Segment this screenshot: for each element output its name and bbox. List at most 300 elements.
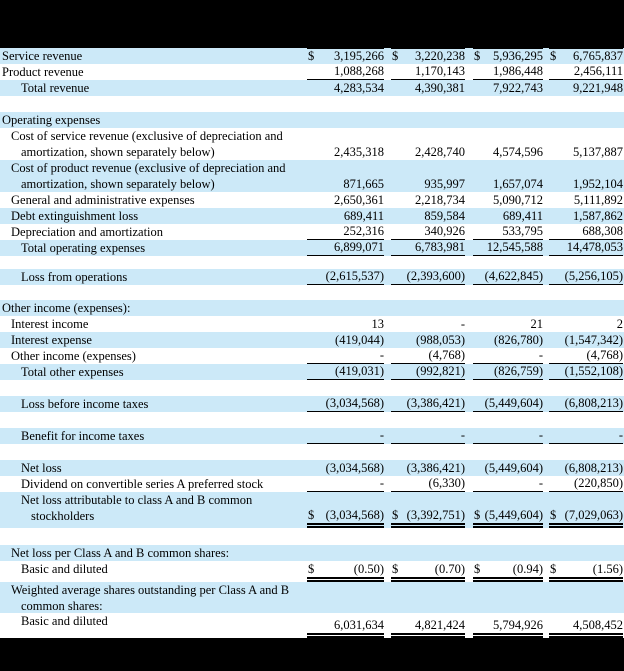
cell-value: (3,034,568) — [325, 396, 384, 410]
value-box — [549, 240, 623, 256]
value-cell — [391, 192, 473, 208]
value-cell — [473, 364, 549, 380]
value-cell — [307, 348, 391, 364]
value-box — [391, 317, 465, 332]
dollar-sign: $ — [308, 508, 315, 522]
value-cell — [549, 316, 624, 332]
cell-value: - — [379, 476, 384, 490]
value-cell — [549, 300, 624, 316]
cell-value: 7,922,743 — [493, 81, 543, 95]
value-box — [391, 177, 465, 192]
spacer-row — [0, 528, 624, 545]
dollar-sign: $ — [474, 49, 481, 63]
table-row — [0, 396, 624, 412]
value-cell — [549, 48, 624, 64]
value-box — [473, 64, 543, 80]
cell-value: (1,547,342) — [564, 333, 623, 347]
dollar-sign: $ — [474, 562, 481, 576]
value-box — [549, 317, 623, 332]
top-black-bar — [0, 0, 624, 48]
value-cell — [307, 208, 391, 224]
cell-value: (992,821) — [416, 364, 465, 378]
value-box — [391, 348, 465, 364]
cell-value: (6,808,213) — [564, 461, 623, 475]
value-cell — [391, 561, 473, 582]
value-box — [391, 618, 465, 638]
row-label — [0, 112, 307, 128]
value-cell — [549, 545, 624, 561]
value-cell — [307, 476, 391, 492]
value-box — [307, 364, 384, 380]
value-box — [307, 81, 384, 96]
value-box — [391, 48, 465, 64]
value-box — [473, 333, 543, 348]
cell-value: 2,650,361 — [334, 193, 384, 207]
cell-value: (1.56) — [592, 562, 623, 576]
value-cell — [391, 300, 473, 316]
value-box — [307, 428, 384, 444]
row-label-line: Debt extinguishment loss — [11, 209, 139, 223]
income-statement-table — [0, 48, 624, 638]
table-row — [0, 460, 624, 476]
cell-value: 9,221,948 — [573, 81, 623, 95]
value-box — [473, 461, 543, 476]
value-cell — [391, 332, 473, 348]
table-row — [0, 428, 624, 444]
table-row — [0, 476, 624, 492]
value-box — [391, 396, 465, 412]
cell-value: (6,330) — [428, 476, 465, 490]
cell-value: 533,795 — [502, 224, 543, 238]
cell-value: (5,449,604) — [484, 508, 543, 522]
table-row — [0, 240, 624, 256]
row-label — [0, 613, 307, 638]
row-label — [0, 300, 307, 316]
value-box — [307, 396, 384, 412]
cell-value: (3,386,421) — [406, 461, 465, 475]
value-cell — [307, 128, 391, 160]
dollar-sign: $ — [550, 508, 557, 522]
value-box — [549, 364, 623, 380]
row-label-continuation: amortization, shown separately below) — [21, 145, 215, 159]
value-box — [473, 428, 543, 444]
dollar-sign: $ — [308, 49, 315, 63]
table-row — [0, 224, 624, 240]
cell-value: 252,316 — [343, 224, 384, 238]
value-box — [473, 145, 543, 160]
cell-value: - — [460, 317, 465, 331]
value-cell — [473, 545, 549, 561]
value-box — [473, 476, 543, 492]
cell-value: 2,428,740 — [415, 145, 465, 159]
value-cell — [473, 613, 549, 638]
row-label-line: Cost of service revenue (exclusive of depreciation and — [11, 129, 283, 143]
row-label — [0, 460, 307, 476]
row-label-line: Loss from operations — [21, 270, 128, 284]
cell-value: (988,053) — [416, 333, 465, 347]
value-cell — [307, 192, 391, 208]
value-cell — [391, 224, 473, 240]
row-label-line: Depreciation and amortization — [11, 225, 164, 239]
row-label — [0, 545, 307, 561]
dollar-sign: $ — [392, 508, 399, 522]
value-cell — [549, 476, 624, 492]
cell-value: 1,587,862 — [573, 209, 623, 223]
value-cell — [473, 128, 549, 160]
cell-value: 5,936,295 — [493, 49, 543, 63]
spacer-row — [0, 256, 624, 269]
value-cell — [391, 364, 473, 380]
value-cell — [549, 332, 624, 348]
value-cell — [307, 224, 391, 240]
table-row — [0, 208, 624, 224]
cell-value: 2 — [616, 317, 623, 331]
value-box — [391, 240, 465, 256]
cell-value: 935,997 — [424, 177, 465, 191]
cell-value: (3,034,568) — [325, 461, 384, 475]
cell-value: (0.70) — [434, 562, 465, 576]
value-box — [549, 333, 623, 348]
value-box — [391, 508, 465, 528]
cell-value: 5,090,712 — [493, 193, 543, 207]
cell-value: 6,765,837 — [573, 49, 623, 63]
value-cell — [549, 613, 624, 638]
cell-value: 21 — [530, 317, 543, 331]
cell-value: (5,449,604) — [484, 396, 543, 410]
cell-value: 4,821,424 — [415, 618, 465, 632]
value-cell — [391, 269, 473, 285]
cell-value: 2,456,111 — [573, 64, 623, 78]
value-cell — [549, 561, 624, 582]
value-cell — [307, 160, 391, 192]
row-label-line: Other income (expenses) — [11, 349, 136, 363]
cell-value: - — [618, 428, 623, 442]
value-box — [307, 618, 384, 638]
cell-value: (0.94) — [512, 562, 543, 576]
cell-value: (2,393,600) — [406, 269, 465, 283]
value-cell — [549, 460, 624, 476]
value-cell — [391, 428, 473, 444]
row-label-line: Interest income — [11, 317, 89, 331]
row-label-line: Net loss — [21, 461, 62, 475]
value-cell — [549, 80, 624, 96]
row-label — [0, 224, 307, 240]
row-label — [0, 64, 307, 80]
value-cell — [549, 208, 624, 224]
value-cell — [473, 582, 549, 614]
cell-value: (3,034,568) — [325, 508, 384, 522]
value-cell — [473, 80, 549, 96]
value-cell — [473, 160, 549, 192]
cell-value: 6,031,634 — [334, 618, 384, 632]
table-row — [0, 332, 624, 348]
value-cell — [473, 460, 549, 476]
value-cell — [391, 80, 473, 96]
row-label-line: Total operating expenses — [21, 241, 146, 255]
value-box — [473, 209, 543, 224]
value-box — [549, 476, 623, 492]
value-cell — [473, 300, 549, 316]
value-box — [473, 508, 543, 528]
value-cell — [307, 428, 391, 444]
cell-value: 2,435,318 — [334, 145, 384, 159]
table-row — [0, 561, 624, 582]
value-box — [549, 508, 623, 528]
value-cell — [391, 613, 473, 638]
row-label-line: Net loss attributable to class A and B common — [21, 493, 253, 507]
value-cell — [391, 348, 473, 364]
row-label-line: Total revenue — [21, 81, 90, 95]
value-box — [549, 461, 623, 476]
value-cell — [307, 582, 391, 614]
value-cell — [549, 224, 624, 240]
cell-value: 12,545,588 — [486, 240, 543, 254]
value-box — [391, 428, 465, 444]
cell-value: (0.50) — [353, 562, 384, 576]
cell-value: 859,584 — [424, 209, 465, 223]
dollar-sign: $ — [308, 562, 315, 576]
value-box — [307, 333, 384, 348]
cell-value: 5,137,887 — [573, 145, 623, 159]
value-cell — [549, 128, 624, 160]
cell-value: (2,615,537) — [325, 269, 384, 283]
cell-value: - — [538, 348, 543, 362]
dollar-sign: $ — [392, 562, 399, 576]
table-row — [0, 269, 624, 285]
row-label — [0, 364, 307, 380]
cell-value: 1,088,268 — [334, 64, 384, 78]
value-box — [307, 48, 384, 64]
value-box — [391, 333, 465, 348]
value-cell — [307, 492, 391, 528]
cell-value: 5,111,892 — [573, 193, 623, 207]
value-cell — [549, 160, 624, 192]
value-cell — [549, 269, 624, 285]
cell-value: (7,029,063) — [564, 508, 623, 522]
row-label — [0, 316, 307, 332]
value-box — [391, 364, 465, 380]
value-cell — [307, 48, 391, 64]
table-row — [0, 582, 624, 613]
value-cell — [391, 64, 473, 80]
value-box — [391, 193, 465, 208]
value-cell — [391, 492, 473, 528]
value-box — [307, 224, 384, 240]
value-box — [473, 177, 543, 192]
value-cell — [473, 208, 549, 224]
value-cell — [391, 316, 473, 332]
row-label-continuation: common shares: — [21, 599, 103, 613]
value-cell — [307, 240, 391, 256]
cell-value: 688,308 — [582, 224, 623, 238]
table-row — [0, 48, 624, 64]
value-box — [473, 240, 543, 256]
value-box — [473, 348, 543, 364]
table-row — [0, 300, 624, 316]
row-label — [0, 561, 307, 582]
value-box — [391, 224, 465, 240]
value-box — [473, 364, 543, 380]
value-cell — [473, 192, 549, 208]
value-box — [391, 269, 465, 285]
value-box — [473, 562, 543, 582]
value-box — [549, 348, 623, 364]
income-statement — [0, 48, 624, 638]
cell-value: 13 — [371, 317, 384, 331]
cell-value: (419,031) — [335, 364, 384, 378]
value-box — [549, 396, 623, 412]
value-cell — [391, 208, 473, 224]
value-box — [473, 224, 543, 240]
value-box — [549, 428, 623, 444]
row-label-line: Operating expenses — [2, 113, 101, 127]
table-row — [0, 192, 624, 208]
cell-value: 1,952,104 — [573, 177, 623, 191]
row-label-line: Other income (expenses): — [2, 301, 131, 315]
table-row — [0, 364, 624, 380]
value-cell — [307, 316, 391, 332]
value-cell — [549, 396, 624, 412]
cell-value: 4,574,596 — [493, 145, 543, 159]
bottom-black-bar — [0, 638, 624, 671]
cell-value: 2,218,734 — [415, 193, 465, 207]
value-box — [549, 81, 623, 96]
row-label-line: Basic and diluted — [21, 562, 108, 576]
value-box — [391, 64, 465, 80]
value-box — [473, 48, 543, 64]
cell-value: (3,392,751) — [406, 508, 465, 522]
value-box — [549, 145, 623, 160]
spacer-row — [0, 444, 624, 460]
row-label-line: Product revenue — [2, 65, 84, 79]
cell-value: 6,899,071 — [334, 240, 384, 254]
cell-value: - — [538, 476, 543, 490]
value-cell — [307, 613, 391, 638]
value-box — [307, 508, 384, 528]
row-label-line: Net loss per Class A and B common shares: — [11, 546, 230, 560]
table-row — [0, 545, 624, 561]
cell-value: 4,390,381 — [415, 81, 465, 95]
table-row — [0, 613, 624, 638]
row-label — [0, 48, 307, 64]
cell-value: (4,622,845) — [484, 269, 543, 283]
cell-value: - — [379, 348, 384, 362]
value-box — [549, 618, 623, 638]
row-label — [0, 582, 307, 614]
value-box — [473, 396, 543, 412]
table-row — [0, 348, 624, 364]
value-box — [549, 177, 623, 192]
value-cell — [473, 269, 549, 285]
value-box — [549, 193, 623, 208]
value-box — [307, 476, 384, 492]
table-row — [0, 112, 624, 128]
cell-value: (5,256,105) — [564, 269, 623, 283]
table-row — [0, 160, 624, 192]
value-cell — [549, 64, 624, 80]
cell-value: 3,195,266 — [334, 49, 384, 63]
value-box — [473, 269, 543, 285]
value-box — [307, 193, 384, 208]
value-cell — [391, 48, 473, 64]
table-row — [0, 128, 624, 160]
value-cell — [473, 316, 549, 332]
cell-value: 6,783,981 — [415, 240, 465, 254]
row-label-line: Interest expense — [11, 333, 92, 347]
value-cell — [473, 240, 549, 256]
cell-value: - — [379, 428, 384, 442]
value-box — [549, 209, 623, 224]
value-box — [549, 224, 623, 240]
value-cell — [307, 112, 391, 128]
value-box — [549, 562, 623, 582]
value-box — [549, 64, 623, 80]
value-cell — [549, 112, 624, 128]
value-box — [307, 64, 384, 80]
value-cell — [473, 64, 549, 80]
table-row — [0, 492, 624, 528]
cell-value: 689,411 — [502, 209, 543, 223]
dollar-sign: $ — [550, 562, 557, 576]
value-cell — [307, 460, 391, 476]
cell-value: 1,657,074 — [493, 177, 543, 191]
cell-value: (826,759) — [494, 364, 543, 378]
cell-value: (4,768) — [428, 348, 465, 362]
row-label — [0, 240, 307, 256]
value-cell — [473, 112, 549, 128]
value-cell — [549, 428, 624, 444]
value-cell — [473, 428, 549, 444]
row-label — [0, 80, 307, 96]
value-cell — [473, 48, 549, 64]
row-label-line: Dividend on convertible series A preferred stock — [21, 477, 264, 491]
value-cell — [307, 364, 391, 380]
value-cell — [391, 396, 473, 412]
value-cell — [391, 160, 473, 192]
value-cell — [473, 348, 549, 364]
value-box — [473, 81, 543, 96]
value-box — [473, 618, 543, 638]
value-box — [549, 269, 623, 285]
value-box — [307, 348, 384, 364]
value-box — [307, 177, 384, 192]
cell-value: (4,768) — [586, 348, 623, 362]
value-cell — [307, 269, 391, 285]
cell-value: 4,508,452 — [573, 618, 623, 632]
cell-value: (6,808,213) — [564, 396, 623, 410]
cell-value: 689,411 — [343, 209, 384, 223]
spacer-row — [0, 96, 624, 112]
value-box — [391, 145, 465, 160]
value-box — [307, 562, 384, 582]
value-cell — [307, 64, 391, 80]
cell-value: 4,283,534 — [334, 81, 384, 95]
dollar-sign: $ — [474, 508, 481, 522]
cell-value: - — [538, 428, 543, 442]
cell-value: (5,449,604) — [484, 461, 543, 475]
cell-value: (220,850) — [574, 476, 623, 490]
row-label — [0, 208, 307, 224]
row-label-line: Weighted average shares outstanding per Class A and B — [11, 583, 290, 597]
cell-value: (1,552,108) — [564, 364, 623, 378]
value-cell — [391, 128, 473, 160]
cell-value: 1,986,448 — [493, 64, 543, 78]
spacer-row — [0, 412, 624, 428]
value-cell — [307, 332, 391, 348]
value-cell — [549, 492, 624, 528]
row-label-continuation: stockholders — [31, 509, 95, 523]
row-label — [0, 476, 307, 492]
